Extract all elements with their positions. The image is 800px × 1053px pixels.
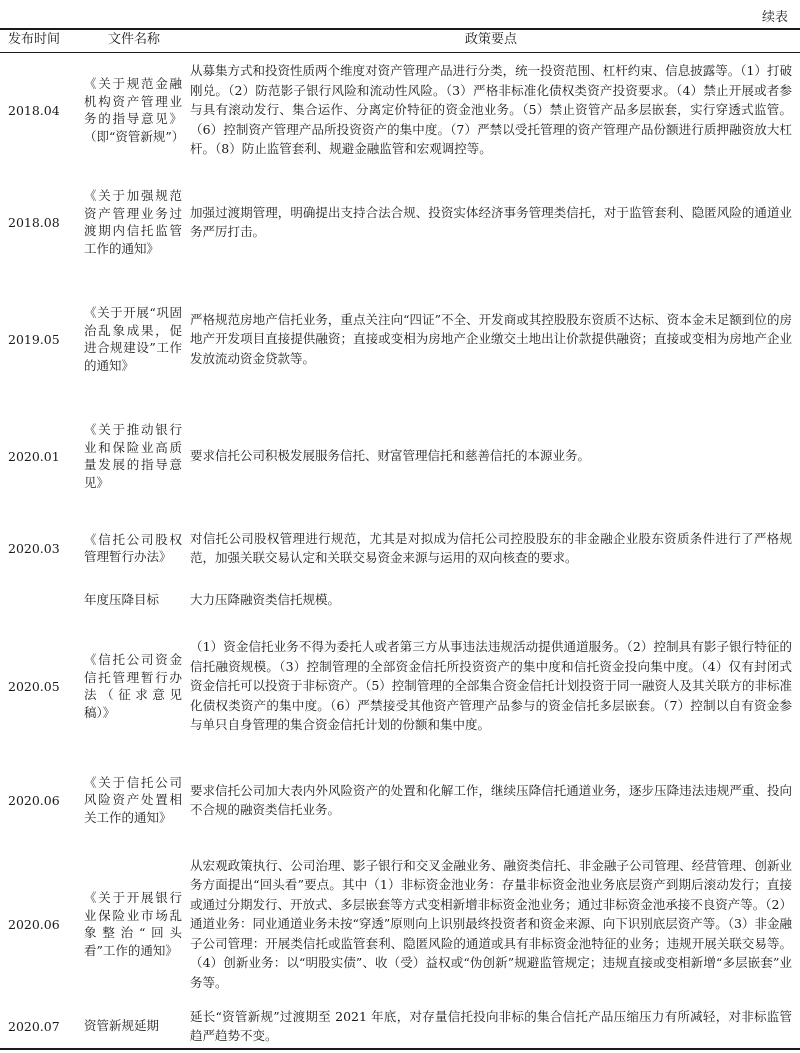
row-policy bbox=[190, 844, 792, 1004]
row-file-text: 《关于规范金融机构资产管理业务的指导意见》（即“资管新规”） bbox=[84, 76, 185, 144]
row-policy-text: 加强过渡期管理，明确提出支持合法合规、投资实体经济事务管理类信托，对于监管套利、隐匿风险的通道业务严厉打击。 bbox=[190, 204, 792, 239]
row-file bbox=[84, 584, 182, 616]
row-policy-text: 从宏观政策执行、公司治理、影子银行和交叉金融业务、融资类信托、非金融子公司管理、经营管理、创新业务方面提出“回头看”要点。其中（1）非标资金池业务：存量非标资金池业务底层资产到期后滚动发行；直接或通过分期发行、开放式、多层嵌套等方式变相新增非标资金池业务；通过非标资金池承接不良资产等。（2）通道业务：同业通道业务未按“穿透”原则向上识别最终投资者和资金来源、向下识别底层资产等。（3）非金融子公司管理：开展类信托或监管套利、隐匿风险的通道或具有非标资金池特征的业务；违规开展关联交易等。（4）创新业务：以“明股实债”、收（受）益权或“伪创新”规避监管规定；违规直接或变相新增“多层嵌套”业务等。 bbox=[190, 857, 792, 990]
row-policy-text: 大力压降融资类信托规模。 bbox=[190, 592, 341, 608]
row-policy bbox=[190, 1004, 792, 1048]
table-row bbox=[0, 400, 800, 512]
table-row bbox=[0, 616, 800, 756]
row-file bbox=[84, 400, 182, 512]
row-policy-text: 要求信托公司加大表内外风险资产的处置和化解工作，继续压降信托通道业务，逐步压降违法违规严重、投向不合规的融资类信托业务。 bbox=[190, 782, 792, 817]
row-file-text: 资管新规延期 bbox=[84, 1018, 160, 1034]
row-date: 2020.01 bbox=[8, 448, 60, 464]
row-policy bbox=[190, 278, 792, 400]
row-file-text: 《关于推动银行业和保险业高质量发展的指导意见》 bbox=[84, 422, 182, 490]
row-file bbox=[84, 54, 185, 166]
continuation-label: 续表 bbox=[761, 10, 788, 25]
row-policy bbox=[190, 616, 792, 756]
row-policy-text: 要求信托公司积极发展服务信托、财富管理信托和慈善信托的本源业务。 bbox=[190, 448, 591, 464]
row-policy bbox=[190, 584, 792, 616]
row-policy-text: 从募集方式和投资性质两个维度对资产管理产品进行分类，统一投资范围、杠杆约束、信息披露等。（1）打破刚兑。（2）防范影子银行风险和流动性风险。（3）严格非标准化债权类资产投资要求。（4）禁止开展或者参与具有滚动发行、集合运作、分离定价特征的资金池业务。（5）禁止资管产品多层嵌套，实行穿透式监管。（6）控制资产管理产品所投资资产的集中度。（7）严禁以受托管理的资产管理产品份额进行质押融资放大杠杆。（8）防止监管套利、规避金融监管和宏观调控等。 bbox=[190, 63, 792, 157]
row-file bbox=[84, 1004, 182, 1048]
row-file-text: 《关于开展“巩固治乱象成果，促进合规建设”工作的通知》 bbox=[84, 305, 182, 373]
row-policy-text: 延长“资管新规”过渡期至 2021 年底，对存量信托投向非标的集合信托产品压缩压力有所减轻，对非标监管趋严趋势不变。 bbox=[190, 1008, 792, 1043]
table-bottom-rule bbox=[0, 1048, 800, 1050]
row-policy-text: 对信托公司股权管理进行规范，尤其是对拟成为信托公司控股股东的非金融企业股东资质条件进行了严格规范，加强关联交易认定和关联交易资金来源与运用的双向核查的要求。 bbox=[190, 530, 792, 565]
row-date: 2020.06 bbox=[8, 792, 60, 808]
row-file-text: 《关于信托公司风险资产处置相关工作的通知》 bbox=[84, 774, 182, 825]
row-policy bbox=[190, 756, 792, 844]
header-file: 文件名称 bbox=[107, 32, 160, 47]
row-file bbox=[84, 844, 182, 1004]
table-row bbox=[0, 512, 800, 584]
table-row bbox=[0, 584, 800, 616]
row-date: 2018.04 bbox=[8, 102, 60, 118]
table-row bbox=[0, 1004, 800, 1048]
row-policy bbox=[190, 400, 792, 512]
row-policy-text: （1）资金信托业务不得为委托人或者第三方从事违法违规活动提供通道服务。（2）控制具有影子银行特征的信托融资规模。（3）控制管理的全部资金信托所投资资产的集中度和信托资金投向集中度。（4）仅有封闭式资金信托可以投资于非标资产。（5）控制管理的全部集合资金信托计划投资于同一融资人及其关联方的非标准化债权类资产的集中度。（6）严禁接受其他资产管理产品参与的资金信托多层嵌套。（7）控制以自有资金参与单只自身管理的集合资金信托计划的份额和集中度。 bbox=[190, 639, 792, 733]
table-row bbox=[0, 844, 800, 1004]
header-policy: 政策要点 bbox=[464, 32, 517, 47]
row-date: 2019.05 bbox=[8, 331, 60, 347]
row-date: 2020.05 bbox=[8, 678, 60, 694]
row-date bbox=[8, 584, 80, 616]
row-file-text: 《关于加强规范资产管理业务过渡期内信托监管工作的通知》 bbox=[84, 188, 182, 256]
row-file bbox=[84, 278, 182, 400]
row-policy bbox=[190, 166, 792, 278]
row-file bbox=[84, 616, 182, 756]
row-policy bbox=[190, 54, 792, 166]
row-date: 2020.07 bbox=[8, 1018, 60, 1034]
row-date: 2020.03 bbox=[8, 540, 60, 556]
row-file bbox=[84, 756, 182, 844]
row-file-text: 《信托公司资金信托管理暂行办法（征求意见稿）》 bbox=[84, 652, 182, 720]
table-row bbox=[0, 278, 800, 400]
row-date: 2020.06 bbox=[8, 916, 60, 932]
header-date: 发布时间 bbox=[8, 32, 61, 47]
table-row bbox=[0, 166, 800, 278]
row-file-text: 年度压降目标 bbox=[84, 592, 160, 608]
header-rule bbox=[0, 52, 800, 53]
row-policy-text: 严格规范房地产信托业务，重点关注向“四证”不全、开发商或其控股股东资质不达标、资本金未足额到位的房地产开发项目直接提供融资；直接或变相为房地产企业缴交土地出让价款提供融资；直接或变相为房地产企业发放流动资金贷款等。 bbox=[190, 311, 792, 366]
row-file bbox=[84, 512, 182, 584]
row-file bbox=[84, 166, 182, 278]
table-row bbox=[0, 54, 800, 166]
row-file-text: 《信托公司股权管理暂行办法》 bbox=[84, 531, 182, 564]
row-date: 2018.08 bbox=[8, 214, 60, 230]
table-row bbox=[0, 756, 800, 844]
row-file-text: 《关于开展银行业保险业市场乱象整治“回头看”工作的通知》 bbox=[84, 890, 182, 958]
row-policy bbox=[190, 512, 792, 584]
